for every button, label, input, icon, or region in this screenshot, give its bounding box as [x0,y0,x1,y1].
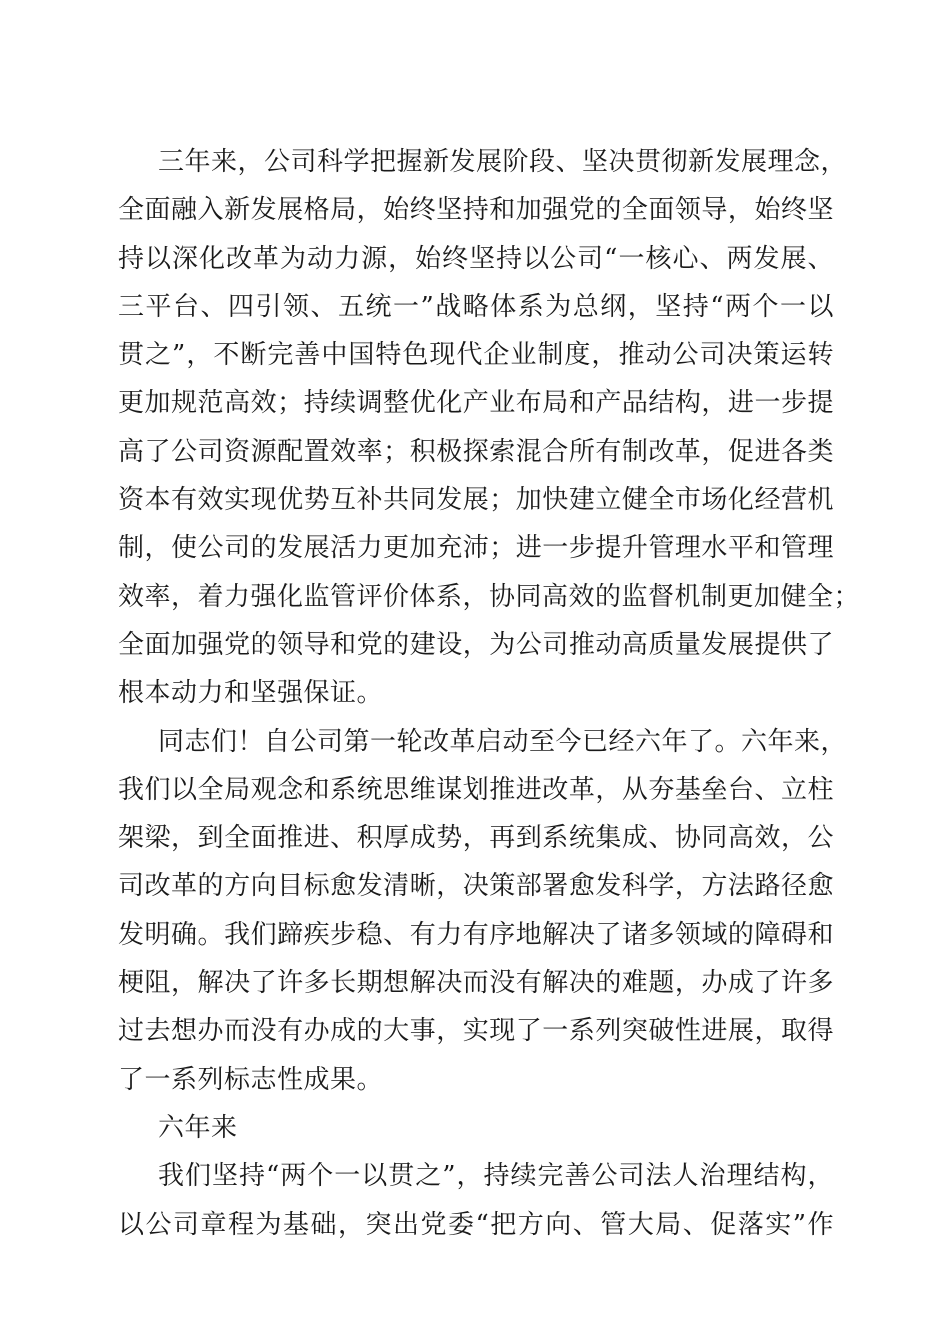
paragraph-1-line-1: 三年来，公司科学把握新发展阶段、坚决贯彻新发展理念， [158,147,848,177]
document-body [118,138,861,1249]
paragraph-2-line-2: 我们以全局观念和系统思维谋划推进改革，从夯基垒台、立柱 [118,774,834,805]
paragraph-2-line-1: 同志们！自公司第一轮改革启动至今已经六年了。六年来， [158,726,848,757]
paragraph-1-line-7: 高了公司资源配置效率；积极探索混合所有制改革，促进各类 [118,436,834,467]
paragraph-1-line-9: 制，使公司的发展活力更加充沛；进一步提升管理水平和管理 [118,533,834,564]
paragraph-1-line-6: 更加规范高效；持续调整优化产业布局和产品结构，进一步提 [118,388,834,419]
paragraph-3-line-1: 六年来 [158,1112,238,1143]
paragraph-2-line-7: 过去想办而没有办成的大事，实现了一系列突破性进展，取得 [118,1016,834,1047]
paragraph-1-line-11: 全面加强党的领导和党的建设，为公司推动高质量发展提供了 [118,629,834,660]
paragraph-2-line-3: 架梁，到全面推进、积厚成势，再到系统集成、协同高效，公 [118,823,834,854]
paragraph-1-line-10: 效率，着力强化监管评价体系，协同高效的监督机制更加健全； [118,581,861,612]
paragraph-4-line-2: 以公司章程为基础，突出党委“把方向、管大局、促落实”作 [118,1209,834,1240]
paragraph-1-line-5: 贯之”，不断完善中国特色现代企业制度，推动公司决策运转 [118,340,834,371]
paragraph-1-line-8: 资本有效实现优势互补共同发展；加快建立健全市场化经营机 [118,485,834,516]
paragraph-1-line-3: 持以深化改革为动力源，始终坚持以公司“一核心、两发展、 [118,243,834,274]
paragraph-2-line-8: 了一系列标志性成果。 [118,1064,384,1095]
paragraph-4-line-1: 我们坚持“两个一以贯之”，持续完善公司法人治理结构， [158,1161,834,1192]
paragraph-1-line-12: 根本动力和坚强保证。 [118,678,384,709]
paragraph-2-line-5: 发明确。我们蹄疾步稳、有力有序地解决了诸多领域的障碍和 [118,919,834,950]
paragraph-1-line-2: 全面融入新发展格局，始终坚持和加强党的全面领导，始终坚 [118,195,834,226]
paragraph-1-line-4: 三平台、四引领、五统一”战略体系为总纲，坚持“两个一以 [118,291,834,322]
paragraph-2-line-6: 梗阻，解决了许多长期想解决而没有解决的难题，办成了许多 [118,968,834,999]
paragraph-2-line-4: 司改革的方向目标愈发清晰，决策部署愈发科学，方法路径愈 [118,871,834,902]
